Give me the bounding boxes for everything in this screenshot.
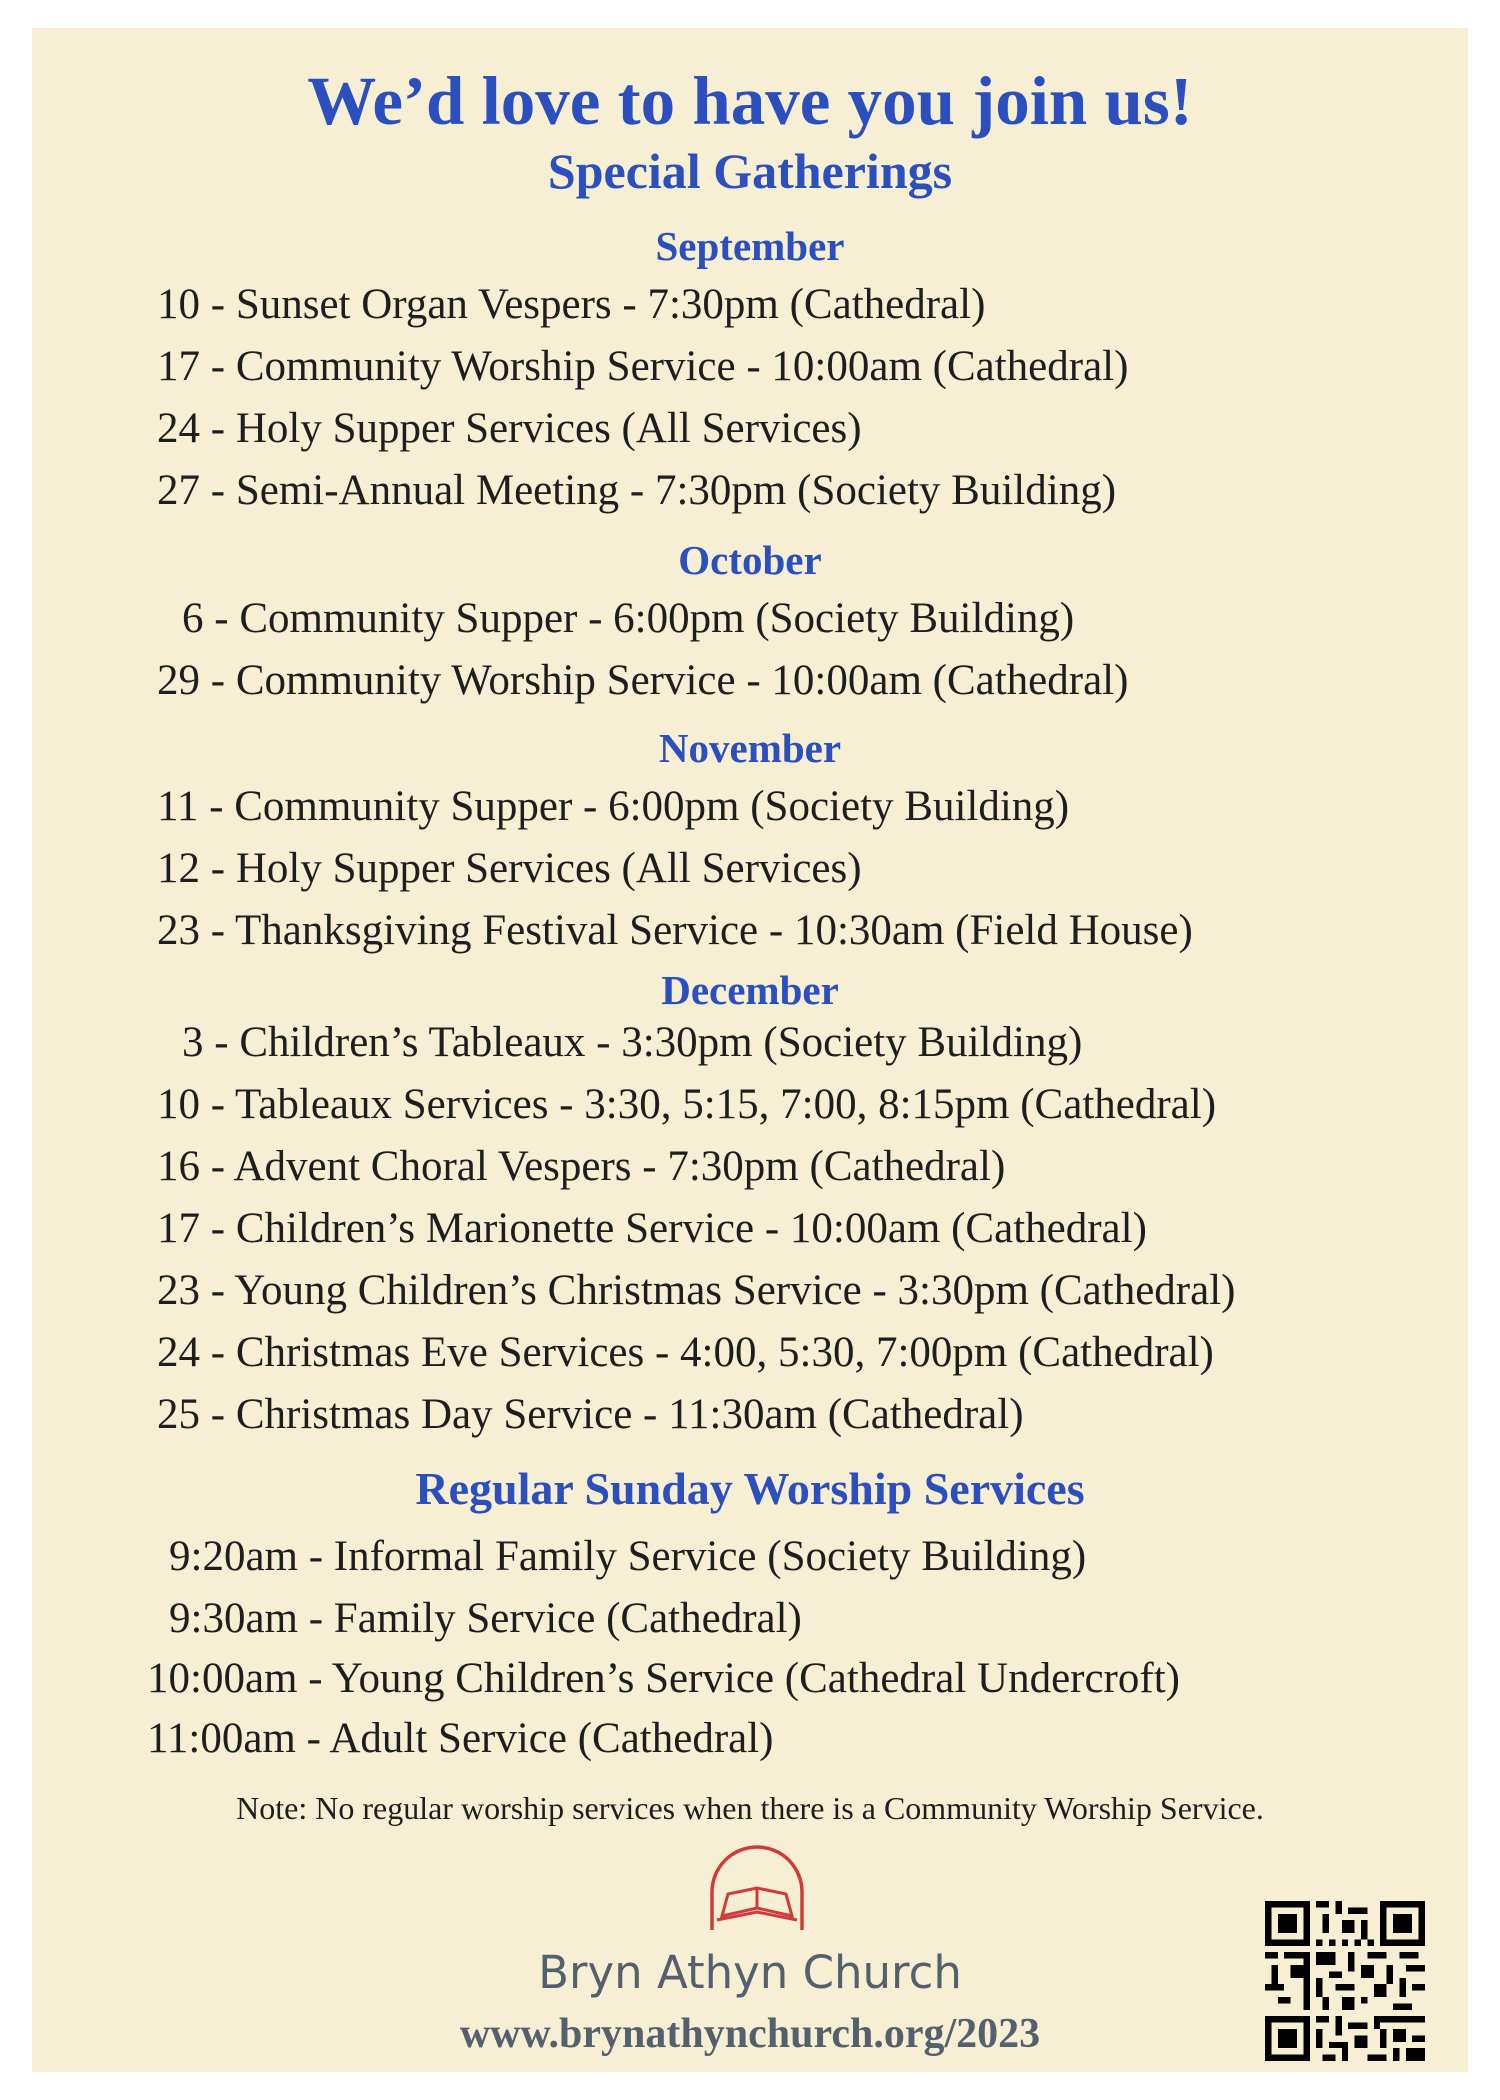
event-line: 24 - Holy Supper Services (All Services) [157, 405, 862, 452]
service-line: 9:30am - Family Service (Cathedral) [169, 1595, 802, 1642]
event-line: 11 - Community Supper - 6:00pm (Society Building) [157, 783, 1070, 830]
services-note: Note: No regular worship services when there is a Community Worship Service. [236, 1790, 1264, 1826]
qr-code-icon[interactable] [1265, 1901, 1425, 2061]
event-line: 29 - Community Worship Service - 10:00am (Cathedral) [157, 657, 1129, 704]
church-url: www.brynathynchurch.org/2023 [459, 2011, 1041, 2057]
event-line: 10 - Sunset Organ Vespers - 7:30pm (Cathedral) [157, 281, 986, 328]
service-line: 9:20am - Informal Family Service (Society Building) [169, 1533, 1087, 1580]
page-title: We’d love to have you join us! [307, 63, 1193, 139]
event-line: 25 - Christmas Day Service - 11:30am (Cathedral) [157, 1391, 1024, 1438]
service-line: 10:00am - Young Children’s Service (Cathedral Undercroft) [147, 1655, 1180, 1702]
flyer-card [32, 28, 1468, 2072]
open-book-arch-icon [704, 1842, 810, 1932]
event-line: 24 - Christmas Eve Services - 4:00, 5:30, 7:00pm (Cathedral) [157, 1329, 1214, 1376]
month-heading-october: October [678, 537, 822, 583]
event-line: 17 - Community Worship Service - 10:00am (Cathedral) [157, 343, 1129, 390]
event-line: 10 - Tableaux Services - 3:30, 5:15, 7:00, 8:15pm (Cathedral) [157, 1081, 1217, 1128]
event-line: 6 - Community Supper - 6:00pm (Society Building) [182, 595, 1075, 642]
event-line: 23 - Thanksgiving Festival Service - 10:30am (Field House) [157, 907, 1193, 954]
page-subtitle: Special Gatherings [547, 143, 953, 199]
event-line: 12 - Holy Supper Services (All Services) [157, 845, 862, 892]
month-heading-september: September [655, 223, 845, 269]
event-line: 23 - Young Children’s Christmas Service - 3:30pm (Cathedral) [157, 1267, 1236, 1314]
event-line: 17 - Children’s Marionette Service - 10:00am (Cathedral) [157, 1205, 1147, 1252]
event-line: 16 - Advent Choral Vespers - 7:30pm (Cathedral) [157, 1143, 1006, 1190]
event-line: 27 - Semi-Annual Meeting - 7:30pm (Society Building) [157, 467, 1117, 514]
month-heading-november: November [658, 725, 842, 771]
church-name: Bryn Athyn Church [538, 1946, 962, 1999]
regular-services-heading: Regular Sunday Worship Services [415, 1463, 1085, 1514]
event-line: 3 - Children’s Tableaux - 3:30pm (Society Building) [182, 1019, 1083, 1066]
service-line: 11:00am - Adult Service (Cathedral) [147, 1715, 774, 1762]
month-heading-december: December [661, 967, 839, 1013]
